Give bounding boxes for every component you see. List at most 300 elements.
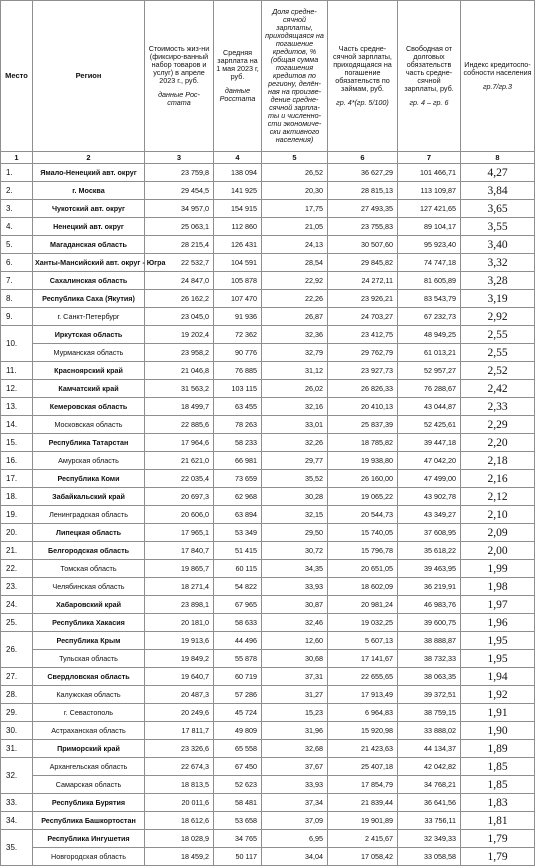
region-cell: Калужская область [33, 686, 145, 704]
region-cell: Томская область [33, 560, 145, 578]
free-part-cell: 38 732,33 [398, 650, 461, 668]
region-cell: Новгородская область [33, 848, 145, 866]
loan-share-cell: 34,04 [262, 848, 328, 866]
region-cell: Ленинградская область [33, 506, 145, 524]
table-row [1, 578, 535, 596]
place-cell: 35. [1, 830, 33, 866]
column-number: 4 [214, 152, 262, 164]
salary-cell: 58 233 [214, 434, 262, 452]
loan-share-cell: 26,02 [262, 380, 328, 398]
free-part-cell: 61 013,21 [398, 344, 461, 362]
table-row [1, 380, 535, 398]
salary-cell: 66 981 [214, 452, 262, 470]
region-cell: Республика Саха (Якутия) [33, 290, 145, 308]
debt-part-cell: 19 032,25 [328, 614, 398, 632]
debt-part-cell: 20 651,05 [328, 560, 398, 578]
free-part-cell: 38 888,87 [398, 632, 461, 650]
loan-share-cell: 32,68 [262, 740, 328, 758]
salary-cell: 45 724 [214, 704, 262, 722]
table-row [1, 200, 535, 218]
table-row [1, 650, 535, 668]
debt-part-cell: 23 927,73 [328, 362, 398, 380]
cost-of-living-cell: 19 913,6 [145, 632, 214, 650]
loan-share-cell: 29,77 [262, 452, 328, 470]
salary-cell: 63 894 [214, 506, 262, 524]
region-cell: Архангельская область [33, 758, 145, 776]
place-cell: 4. [1, 218, 33, 236]
index-cell: 2,52 [461, 362, 535, 380]
index-cell: 2,29 [461, 416, 535, 434]
region-cell: Иркутская область [33, 326, 145, 344]
index-cell: 2,55 [461, 326, 535, 344]
loan-share-cell: 26,52 [262, 164, 328, 182]
debt-part-cell: 19 065,22 [328, 488, 398, 506]
free-part-cell: 43 349,27 [398, 506, 461, 524]
cost-of-living-cell: 22 035,4 [145, 470, 214, 488]
header-cost-of-living: Стоимость жиз-ни (фиксиро-ванный набор товаров и услуг) в апреле 2023 г., руб. данные Рос-стата [145, 1, 214, 152]
cost-of-living-cell: 17 840,7 [145, 542, 214, 560]
salary-cell: 107 470 [214, 290, 262, 308]
place-cell: 5. [1, 236, 33, 254]
place-cell: 9. [1, 308, 33, 326]
free-part-cell: 46 983,76 [398, 596, 461, 614]
place-cell: 29. [1, 704, 33, 722]
free-part-cell: 33 058,58 [398, 848, 461, 866]
loan-share-cell: 31,96 [262, 722, 328, 740]
debt-part-cell: 19 901,89 [328, 812, 398, 830]
header-average-salary: Средняя зарплата на 1 мая 2023 г, руб. данные Росстата [214, 1, 262, 152]
index-cell: 1,97 [461, 596, 535, 614]
table-row [1, 848, 535, 866]
loan-share-cell: 35,52 [262, 470, 328, 488]
header-region: Регион [33, 1, 145, 152]
table-row [1, 236, 535, 254]
region-cell: Республика Коми [33, 470, 145, 488]
cost-of-living-cell: 20 249,6 [145, 704, 214, 722]
region-cell: г. Москва [33, 182, 145, 200]
header-row [1, 1, 535, 152]
index-cell: 1,94 [461, 668, 535, 686]
loan-share-cell: 32,16 [262, 398, 328, 416]
place-cell: 2. [1, 182, 33, 200]
cost-of-living-cell: 22 532,7 [145, 254, 214, 272]
index-cell: 2,92 [461, 308, 535, 326]
free-part-cell: 67 232,73 [398, 308, 461, 326]
index-cell: 1,79 [461, 830, 535, 848]
place-cell: 10. [1, 326, 33, 362]
header-debt-part: Часть средне-сячной зарплаты, приходящаяся на погашение обязательств по займам, руб. гр. 4*(гр. 5/100) [328, 1, 398, 152]
free-part-cell: 74 747,18 [398, 254, 461, 272]
place-cell: 7. [1, 272, 33, 290]
column-number: 2 [33, 152, 145, 164]
debt-part-cell: 24 272,11 [328, 272, 398, 290]
index-cell: 3,65 [461, 200, 535, 218]
salary-cell: 55 878 [214, 650, 262, 668]
salary-cell: 58 481 [214, 794, 262, 812]
table-row [1, 524, 535, 542]
debt-part-cell: 15 740,05 [328, 524, 398, 542]
salary-cell: 72 362 [214, 326, 262, 344]
loan-share-cell: 33,93 [262, 578, 328, 596]
free-part-cell: 33 888,02 [398, 722, 461, 740]
region-cell: Ненецкий авт. округ [33, 218, 145, 236]
region-cell: Амурская область [33, 452, 145, 470]
place-cell: 24. [1, 596, 33, 614]
place-cell: 20. [1, 524, 33, 542]
loan-share-cell: 30,72 [262, 542, 328, 560]
debt-part-cell: 23 926,21 [328, 290, 398, 308]
loan-share-cell: 21,05 [262, 218, 328, 236]
place-cell: 3. [1, 200, 33, 218]
place-cell: 14. [1, 416, 33, 434]
debt-part-cell: 29 845,82 [328, 254, 398, 272]
place-cell: 27. [1, 668, 33, 686]
debt-part-cell: 17 854,79 [328, 776, 398, 794]
debt-part-cell: 36 627,29 [328, 164, 398, 182]
debt-part-cell: 21 839,44 [328, 794, 398, 812]
column-number-row [1, 152, 535, 164]
free-part-cell: 37 608,95 [398, 524, 461, 542]
loan-share-cell: 32,26 [262, 434, 328, 452]
debt-part-cell: 27 493,35 [328, 200, 398, 218]
region-cell: Липецкая область [33, 524, 145, 542]
table-row [1, 722, 535, 740]
place-cell: 32. [1, 758, 33, 794]
column-number: 3 [145, 152, 214, 164]
cost-of-living-cell: 23 326,6 [145, 740, 214, 758]
table-row [1, 794, 535, 812]
index-cell: 1,85 [461, 758, 535, 776]
table-row [1, 506, 535, 524]
table-row [1, 164, 535, 182]
loan-share-cell: 33,93 [262, 776, 328, 794]
table-row [1, 560, 535, 578]
place-cell: 23. [1, 578, 33, 596]
free-part-cell: 52 957,27 [398, 362, 461, 380]
cost-of-living-cell: 18 813,5 [145, 776, 214, 794]
index-cell: 2,18 [461, 452, 535, 470]
free-part-cell: 52 425,61 [398, 416, 461, 434]
free-part-cell: 39 600,75 [398, 614, 461, 632]
place-cell: 22. [1, 560, 33, 578]
index-cell: 1,95 [461, 632, 535, 650]
place-cell: 12. [1, 380, 33, 398]
salary-cell: 34 765 [214, 830, 262, 848]
region-cell: г. Севастополь [33, 704, 145, 722]
cost-of-living-cell: 20 181,0 [145, 614, 214, 632]
table-row [1, 740, 535, 758]
table-row [1, 434, 535, 452]
cost-of-living-cell: 31 563,2 [145, 380, 214, 398]
salary-cell: 126 431 [214, 236, 262, 254]
index-cell: 3,28 [461, 272, 535, 290]
cost-of-living-cell: 25 063,1 [145, 218, 214, 236]
header-place: Место [1, 1, 33, 152]
place-cell: 1. [1, 164, 33, 182]
index-cell: 1,98 [461, 578, 535, 596]
debt-part-cell: 6 964,83 [328, 704, 398, 722]
table-row [1, 542, 535, 560]
cost-of-living-cell: 19 849,2 [145, 650, 214, 668]
salary-cell: 154 915 [214, 200, 262, 218]
index-cell: 1,91 [461, 704, 535, 722]
debt-part-cell: 26 826,33 [328, 380, 398, 398]
table-row [1, 398, 535, 416]
loan-share-cell: 22,26 [262, 290, 328, 308]
cost-of-living-cell: 26 162,2 [145, 290, 214, 308]
table-row [1, 326, 535, 344]
region-cell: Мурманская область [33, 344, 145, 362]
free-part-cell: 47 499,00 [398, 470, 461, 488]
free-part-cell: 38 759,15 [398, 704, 461, 722]
index-cell: 4,27 [461, 164, 535, 182]
table-row [1, 182, 535, 200]
salary-cell: 90 776 [214, 344, 262, 362]
loan-share-cell: 31,27 [262, 686, 328, 704]
region-cell: Камчатский край [33, 380, 145, 398]
loan-share-cell: 32,79 [262, 344, 328, 362]
debt-part-cell: 18 602,09 [328, 578, 398, 596]
free-part-cell: 34 768,21 [398, 776, 461, 794]
loan-share-cell: 37,67 [262, 758, 328, 776]
loan-share-cell: 26,87 [262, 308, 328, 326]
table-row [1, 704, 535, 722]
table-row [1, 272, 535, 290]
region-cell: Приморский край [33, 740, 145, 758]
index-cell: 2,33 [461, 398, 535, 416]
loan-share-cell: 15,23 [262, 704, 328, 722]
loan-share-cell: 28,54 [262, 254, 328, 272]
cost-of-living-cell: 23 958,2 [145, 344, 214, 362]
free-part-cell: 48 949,25 [398, 326, 461, 344]
index-cell: 2,20 [461, 434, 535, 452]
table-row [1, 470, 535, 488]
debt-part-cell: 29 762,79 [328, 344, 398, 362]
cost-of-living-cell: 20 606,0 [145, 506, 214, 524]
index-cell: 2,42 [461, 380, 535, 398]
debt-part-cell: 17 058,42 [328, 848, 398, 866]
table-row [1, 596, 535, 614]
loan-share-cell: 31,12 [262, 362, 328, 380]
debt-part-cell: 23 755,83 [328, 218, 398, 236]
region-cell: Магаданская область [33, 236, 145, 254]
salary-cell: 141 925 [214, 182, 262, 200]
cost-of-living-cell: 18 612,6 [145, 812, 214, 830]
column-number: 6 [328, 152, 398, 164]
loan-share-cell: 17,75 [262, 200, 328, 218]
cost-of-living-cell: 29 454,5 [145, 182, 214, 200]
table-row [1, 686, 535, 704]
region-cell: Кемеровская область [33, 398, 145, 416]
region-cell: Забайкальский край [33, 488, 145, 506]
debt-part-cell: 5 607,13 [328, 632, 398, 650]
loan-share-cell: 30,68 [262, 650, 328, 668]
cost-of-living-cell: 19 865,7 [145, 560, 214, 578]
free-part-cell: 39 463,95 [398, 560, 461, 578]
cost-of-living-cell: 18 028,9 [145, 830, 214, 848]
debt-part-cell: 17 141,67 [328, 650, 398, 668]
salary-cell: 138 094 [214, 164, 262, 182]
debt-part-cell: 25 407,18 [328, 758, 398, 776]
index-cell: 3,32 [461, 254, 535, 272]
cost-of-living-cell: 23 045,0 [145, 308, 214, 326]
free-part-cell: 113 109,87 [398, 182, 461, 200]
debt-part-cell: 21 423,63 [328, 740, 398, 758]
free-part-cell: 81 605,89 [398, 272, 461, 290]
debt-part-cell: 20 410,13 [328, 398, 398, 416]
salary-cell: 91 936 [214, 308, 262, 326]
column-number: 7 [398, 152, 461, 164]
region-cell: Ямало-Ненецкий авт. округ [33, 164, 145, 182]
debt-part-cell: 28 815,13 [328, 182, 398, 200]
salary-cell: 63 455 [214, 398, 262, 416]
salary-cell: 67 450 [214, 758, 262, 776]
loan-share-cell: 37,34 [262, 794, 328, 812]
loan-share-cell: 12,60 [262, 632, 328, 650]
region-cell: Республика Хакасия [33, 614, 145, 632]
debt-part-cell: 15 920,98 [328, 722, 398, 740]
place-cell: 34. [1, 812, 33, 830]
cost-of-living-cell: 20 011,6 [145, 794, 214, 812]
salary-cell: 78 263 [214, 416, 262, 434]
place-cell: 13. [1, 398, 33, 416]
place-cell: 26. [1, 632, 33, 668]
index-cell: 2,55 [461, 344, 535, 362]
place-cell: 15. [1, 434, 33, 452]
index-cell: 1,85 [461, 776, 535, 794]
debt-part-cell: 23 412,75 [328, 326, 398, 344]
place-cell: 17. [1, 470, 33, 488]
table-row [1, 668, 535, 686]
table-row [1, 614, 535, 632]
index-cell: 1,83 [461, 794, 535, 812]
free-part-cell: 33 756,11 [398, 812, 461, 830]
loan-share-cell: 37,09 [262, 812, 328, 830]
salary-cell: 53 658 [214, 812, 262, 830]
region-cell: Белгородская область [33, 542, 145, 560]
region-cell: Самарская область [33, 776, 145, 794]
cost-of-living-cell: 18 271,4 [145, 578, 214, 596]
salary-cell: 62 968 [214, 488, 262, 506]
loan-share-cell: 37,31 [262, 668, 328, 686]
loan-share-cell: 32,36 [262, 326, 328, 344]
place-cell: 19. [1, 506, 33, 524]
debt-part-cell: 30 507,60 [328, 236, 398, 254]
table-row [1, 254, 535, 272]
loan-share-cell: 29,50 [262, 524, 328, 542]
index-cell: 2,10 [461, 506, 535, 524]
place-cell: 31. [1, 740, 33, 758]
index-cell: 2,00 [461, 542, 535, 560]
free-part-cell: 127 421,65 [398, 200, 461, 218]
region-cell: Тульская область [33, 650, 145, 668]
salary-cell: 53 349 [214, 524, 262, 542]
index-cell: 1,96 [461, 614, 535, 632]
free-part-cell: 39 372,51 [398, 686, 461, 704]
region-cell: Свердловская область [33, 668, 145, 686]
header-loan-share: Доля средне-сячной зарплаты, приходящаяся на погашение кредитов, % (общая сумма погашения кредитов по региону, делён-ная на произве-дение средне-сячной зарпла-ты и численно-сти экономиче-ски активного населения) [262, 1, 328, 152]
index-cell: 2,09 [461, 524, 535, 542]
region-cell: Красноярский край [33, 362, 145, 380]
cost-of-living-cell: 19 202,4 [145, 326, 214, 344]
free-part-cell: 43 044,87 [398, 398, 461, 416]
index-cell: 3,55 [461, 218, 535, 236]
cost-of-living-cell: 21 046,8 [145, 362, 214, 380]
free-part-cell: 39 447,18 [398, 434, 461, 452]
cost-of-living-cell: 22 885,6 [145, 416, 214, 434]
table-row [1, 344, 535, 362]
index-cell: 1,79 [461, 848, 535, 866]
free-part-cell: 36 219,91 [398, 578, 461, 596]
salary-cell: 51 415 [214, 542, 262, 560]
cost-of-living-cell: 17 965,1 [145, 524, 214, 542]
debt-part-cell: 20 544,73 [328, 506, 398, 524]
loan-share-cell: 33,01 [262, 416, 328, 434]
place-cell: 28. [1, 686, 33, 704]
table-row [1, 632, 535, 650]
loan-share-cell: 22,92 [262, 272, 328, 290]
index-cell: 3,19 [461, 290, 535, 308]
column-number: 8 [461, 152, 535, 164]
loan-share-cell: 32,15 [262, 506, 328, 524]
free-part-cell: 89 104,17 [398, 218, 461, 236]
place-cell: 33. [1, 794, 33, 812]
salary-cell: 54 822 [214, 578, 262, 596]
region-cell: Республика Ингушетия [33, 830, 145, 848]
table-row [1, 758, 535, 776]
salary-cell: 73 659 [214, 470, 262, 488]
cost-of-living-cell: 18 499,7 [145, 398, 214, 416]
free-part-cell: 83 543,79 [398, 290, 461, 308]
free-part-cell: 32 349,33 [398, 830, 461, 848]
debt-part-cell: 25 837,39 [328, 416, 398, 434]
index-cell: 2,12 [461, 488, 535, 506]
cost-of-living-cell: 20 697,3 [145, 488, 214, 506]
free-part-cell: 38 063,35 [398, 668, 461, 686]
cost-of-living-cell: 17 811,7 [145, 722, 214, 740]
table-row [1, 776, 535, 794]
place-cell: 16. [1, 452, 33, 470]
cost-of-living-cell: 20 487,3 [145, 686, 214, 704]
region-cell: Сахалинская область [33, 272, 145, 290]
free-part-cell: 42 042,82 [398, 758, 461, 776]
salary-cell: 60 719 [214, 668, 262, 686]
loan-share-cell: 6,95 [262, 830, 328, 848]
index-cell: 1,92 [461, 686, 535, 704]
salary-cell: 67 965 [214, 596, 262, 614]
cost-of-living-cell: 19 640,7 [145, 668, 214, 686]
debt-part-cell: 20 981,24 [328, 596, 398, 614]
salary-cell: 104 591 [214, 254, 262, 272]
debt-part-cell: 26 160,00 [328, 470, 398, 488]
place-cell: 21. [1, 542, 33, 560]
salary-cell: 105 878 [214, 272, 262, 290]
column-number: 1 [1, 152, 33, 164]
salary-cell: 76 885 [214, 362, 262, 380]
index-cell: 3,84 [461, 182, 535, 200]
table-row [1, 362, 535, 380]
salary-cell: 49 809 [214, 722, 262, 740]
place-cell: 6. [1, 254, 33, 272]
salary-cell: 57 286 [214, 686, 262, 704]
salary-cell: 60 115 [214, 560, 262, 578]
salary-cell: 103 115 [214, 380, 262, 398]
free-part-cell: 95 923,40 [398, 236, 461, 254]
region-cell: г. Санкт-Петербург [33, 308, 145, 326]
free-part-cell: 43 902,78 [398, 488, 461, 506]
salary-cell: 50 117 [214, 848, 262, 866]
free-part-cell: 36 641,56 [398, 794, 461, 812]
